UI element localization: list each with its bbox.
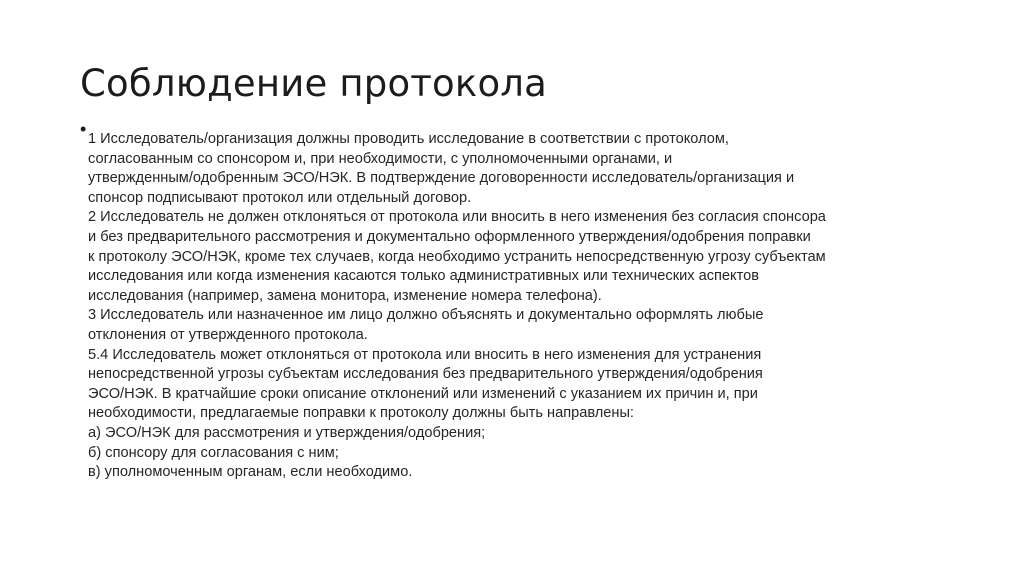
body-line: 1 Исследователь/организация должны проводить исследование в соответствии с протоколом, bbox=[88, 131, 729, 147]
body-line: исследования или когда изменения касаются только административных или технических аспектов bbox=[88, 268, 759, 285]
body-line: согласованным со спонсором и, при необходимости, с уполномоченными органами, и bbox=[88, 150, 673, 167]
body-line: в) уполномоченным органам, если необходимо. bbox=[88, 464, 413, 481]
body-line: отклонения от утвержденного протокола. bbox=[88, 326, 368, 343]
body-line: к протоколу ЭСО/НЭК, кроме тех случаев, когда необходимо устранить непосредственную угрозу субъектам bbox=[88, 248, 826, 265]
slide-body-text bbox=[88, 130, 948, 483]
body-line: непосредственной угрозы субъектам исследования без предварительного утверждения/одобрения bbox=[88, 366, 763, 383]
body-line: а) ЭСО/НЭК для рассмотрения и утверждения/одобрения; bbox=[88, 424, 486, 441]
body-line: спонсор подписывают протокол или отдельный договор. bbox=[88, 189, 472, 206]
body-line: ЭСО/НЭК. В кратчайшие сроки описание отклонений или изменений с указанием их причин и, при bbox=[88, 385, 758, 402]
bullet-marker: • bbox=[80, 119, 87, 139]
body-line: 3 Исследователь или назначенное им лицо должно объяснять и документально оформлять любые bbox=[88, 307, 764, 324]
body-line: утвержденным/одобренным ЭСО/НЭК. В подтверждение договоренности исследователь/организация и bbox=[88, 170, 795, 187]
body-line: 5.4 Исследователь может отклоняться от протокола или вносить в него изменения для устранения bbox=[88, 346, 762, 363]
body-line: б) спонсору для согласования с ним; bbox=[88, 444, 339, 461]
body-line: 2 Исследователь не должен отклоняться от протокола или вносить в него изменения без согласия спонсора bbox=[88, 209, 826, 226]
body-line: исследования (например, замена монитора, изменение номера телефона). bbox=[88, 287, 602, 304]
body-line: необходимости, предлагаемые поправки к протоколу должны быть направлены: bbox=[88, 405, 634, 422]
body-line: и без предварительного рассмотрения и документально оформленного утверждения/одобрения поправки bbox=[88, 228, 811, 245]
slide-title: Соблюдение протокола bbox=[80, 62, 548, 105]
